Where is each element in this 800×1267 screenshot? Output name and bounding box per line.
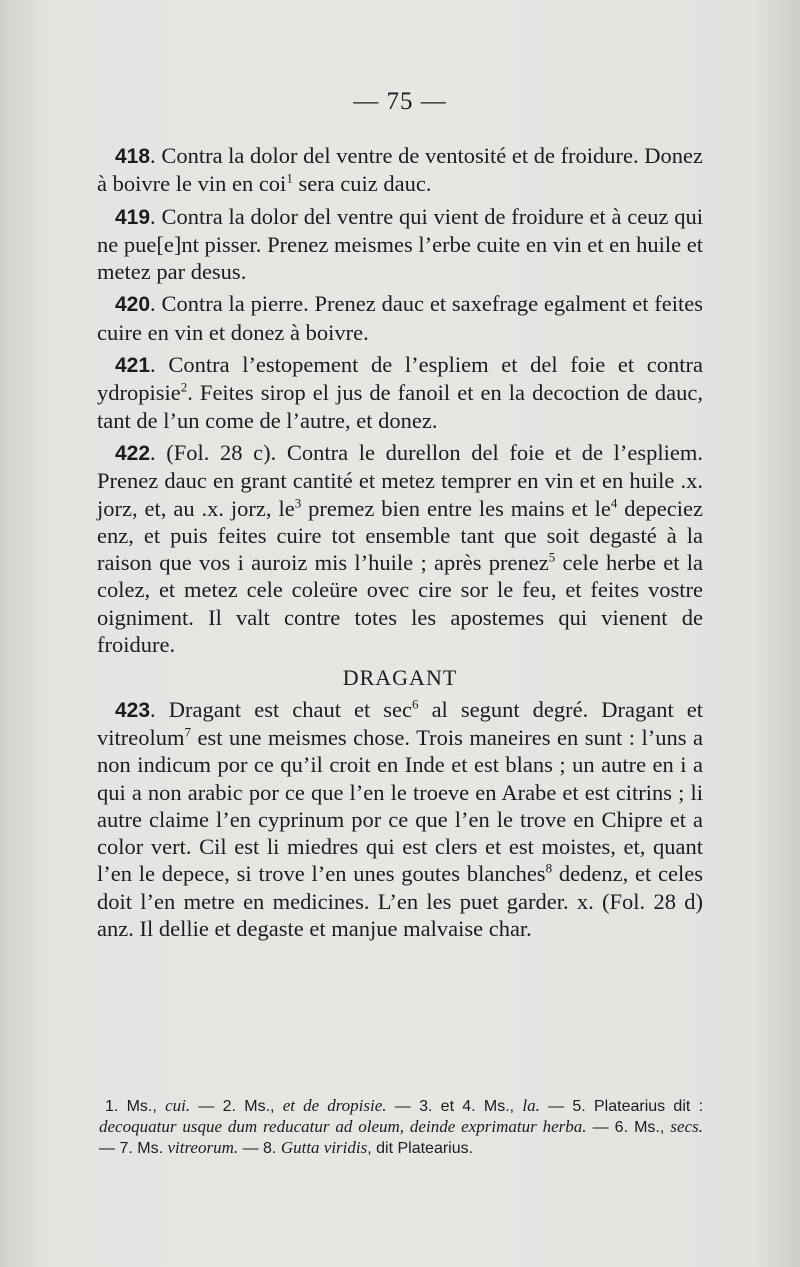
entry-text: Contra la dolor del ventre de ventosité et de froidure. Donez à boivre le vin en coi$^1$ sera cuiz dauc. bbox=[97, 143, 704, 197]
entry-text: (Fol. 28 c). Contra le durellon del foie et de l’espliem. Prenez dauc en grant cantité et metez temprer en vin et en huile .x. jorz, et, au .x. jorz, $le^3$ premez bien entre les mains et $le^4$ depeciez enz, et puis feites cuire tot ensemble tant que soit degasté à la raison que vos i auroiz mis l’huile ; après prenez$^5$ cele herbe et la colez, et metez cele coleüre ovec cire sor le feu, et feites vostre oigniment. Il valt contre totes les apostemes qui vienent de froidure. bbox=[97, 439, 703, 658]
entry-418: 418. Contra la dolor del ventre de ventosité et de froidure. Donez à boivre le vin en coi$^1$ sera cuiz dauc. bbox=[97, 143, 704, 197]
entry-422: 422. (Fol. 28 c). Contra le durellon del foie et de l’espliem. Prenez dauc en grant cantité et metez temprer en vin et en huile .x. jorz, et, au .x. jorz, $le^3$ premez bien entre les mains et $le^4$ depeciez enz, et puis feites cuire tot ensemble tant que soit degasté à la raison que vos i auroiz mis l’huile ; après prenez$^5$ cele herbe et la colez, et metez cele coleüre ovec cire sor le feu, et feites vostre oigniment. Il valt contre totes les apostemes qui vienent de froidure. bbox=[97, 439, 703, 658]
entry-text: Contra la dolor del ventre qui vient de froidure et à ceuz qui ne pue[e]nt pisser. Prenez meismes l’erbe cuite en vin et en huile et metez par desus. bbox=[97, 203, 704, 285]
entry-number: 418 bbox=[115, 145, 151, 168]
entry-number: 420 bbox=[115, 293, 151, 317]
entry-419: 419. Contra la dolor del ventre qui vient de froidure et à ceuz qui ne pue[e]nt pisser. Prenez meismes l’erbe cuite en vin et en huile et metez par desus. bbox=[97, 203, 704, 285]
entry-number: 421 bbox=[115, 354, 151, 378]
page-body bbox=[97, 142, 703, 947]
page-number: — 75 — bbox=[353, 88, 447, 115]
entry-420: 420. Contra la pierre. Prenez dauc et saxefrage egalment et feites cuire en vin et donez à boivre. bbox=[97, 291, 703, 345]
section-heading: DRAGANT bbox=[342, 665, 458, 691]
entry-text: Contra l’estopement de l’espliem et del foie et contra ydropisie$^2$. Feites sirop el jus de fanoil et en la decoction de dauc, tant de l’un come de l’autre, et donez. bbox=[97, 352, 703, 433]
footnotes bbox=[99, 1096, 703, 1159]
entry-list bbox=[97, 142, 703, 658]
entry-number: 422 bbox=[115, 441, 151, 465]
entry-423: 423. Dragant est chaut et $\sec^6$ al segunt degré. Dragant et vitreolum$^7$ est une meismes chose. Trois maneires en sunt : l’uns a non indicum por ce qu’il croit en Inde et est blans ; un autre en i a qui a non arabic por ce que l’en le troeve en Arabe et est citrins ; li autre claime l’en cyprinum por ce que l’en le trove en Chipre et a color vert. Cil est li miedres qui est clers et est moistes, et, quant l’en le depece, si trove l’en unes goutes blanches$^8$ dedenz, et celes doit l’en metre en medicines. L’en les puet garder. x. (Fol. 28 d) anz. Il dellie et degaste et manjue malvaise char. bbox=[97, 696, 704, 942]
entry-number: 423 bbox=[115, 698, 151, 722]
footnote-text: 1. Ms., cui. — 2. Ms., et de dropisie. — 3. et 4. Ms., la. — 5. Platearius dit : decoquatur usque dum reducatur ad oleum, deinde exprimatur herba. — 6. Ms., secs. — 7. Ms. vitreorum. — 8. Gutta viridis, dit Platearius. bbox=[99, 1096, 704, 1157]
entry-421: 421. Contra l’estopement de l’espliem et del foie et contra ydropisie$^2$. Feites sirop el jus de fanoil et en la decoction de dauc, tant de l’un come de l’autre, et donez. bbox=[97, 352, 703, 433]
entry-text: Dragant est chaut et $\sec^6$ al segunt degré. Dragant et vitreolum$^7$ est une meismes chose. Trois maneires en sunt : l’uns a non indicum por ce qu’il croit en Inde et est blans ; un autre en i a qui a non arabic por ce que l’en le troeve en Arabe et est citrins ; li autre claime l’en cyprinum por ce que l’en le trove en Chipre et a color vert. Cil est li miedres qui est clers et est moistes, et, quant l’en le depece, si trove l’en unes goutes blanches$^8$ dedenz, et celes doit l’en metre en medicines. L’en les puet garder. x. (Fol. 28 d) anz. Il dellie et degaste et manjue malvaise char. bbox=[97, 696, 704, 942]
entry-text: Contra la pierre. Prenez dauc et saxefrage egalment et feites cuire en vin et donez à boivre. bbox=[97, 291, 703, 345]
entry-number: 419 bbox=[115, 205, 151, 229]
